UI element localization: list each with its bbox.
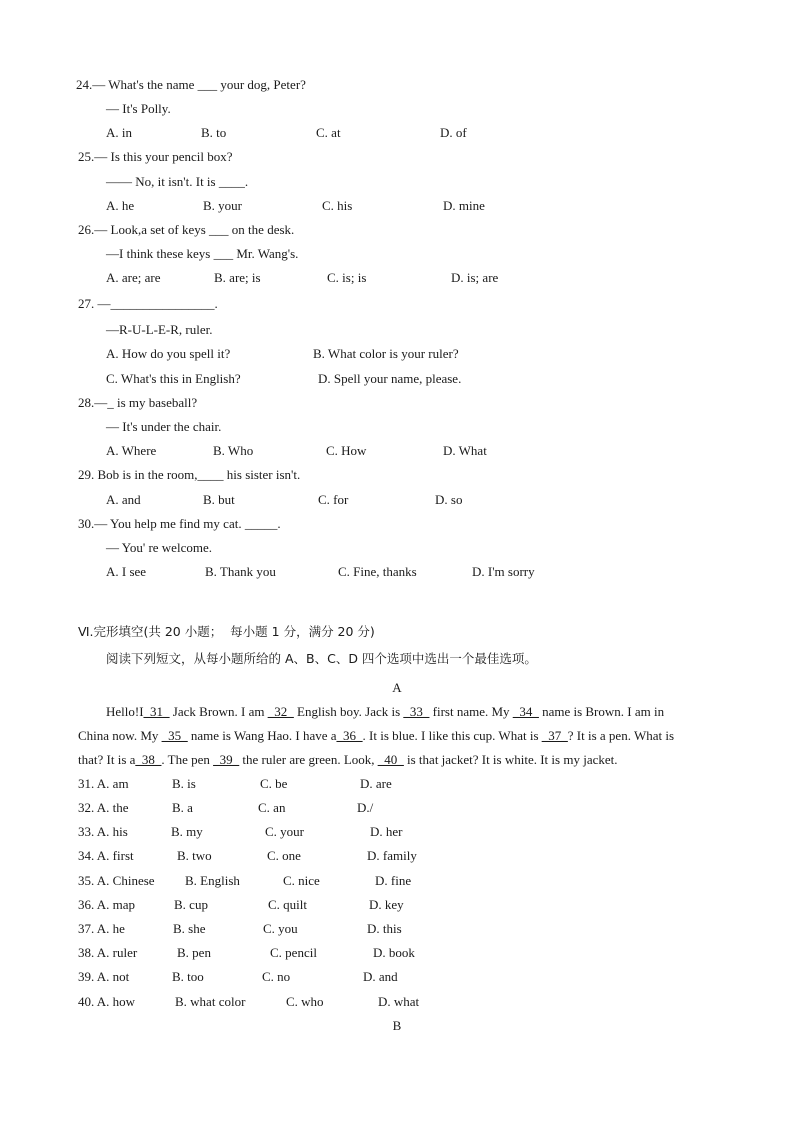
cloze-38-option-a: 38. A. ruler	[78, 945, 138, 960]
question-24-option-c: C. at	[316, 125, 341, 140]
question-24-option-b: B. to	[201, 125, 227, 140]
question-30-text: 30.— You help me find my cat. _____.	[78, 516, 281, 531]
cloze-31-option-a: 31. A. am	[78, 776, 129, 791]
cloze-32-option-d: D./	[357, 800, 374, 815]
question-29-text: 29. Bob is in the room,____ his sister isn't.	[78, 467, 301, 482]
cloze-37-option-b: B. she	[173, 921, 206, 936]
blank-32: _32_	[267, 704, 294, 719]
question-28-option-b: B. Who	[213, 443, 254, 458]
question-27-option-c: C. What's this in English?	[106, 371, 241, 386]
question-29-option-a: A. and	[106, 492, 141, 507]
passage-text: name is Wang Hao. I have a	[187, 728, 337, 743]
blank-35: _35_	[161, 728, 188, 743]
blank-36: _36_	[336, 728, 363, 743]
cloze-33-option-a: 33. A. his	[78, 824, 128, 839]
passage-text: . It is blue. I like this cup. What is	[362, 728, 542, 743]
passage-line-3	[78, 752, 618, 768]
cloze-40-option-d: D. what	[378, 994, 420, 1009]
question-28-answer: — It's under the chair.	[106, 419, 222, 434]
blank-38: _38_	[135, 752, 162, 767]
cloze-35-option-a: 35. A. Chinese	[78, 873, 155, 888]
cloze-33-option-c: C. your	[265, 824, 304, 839]
cloze-37-option-c: C. you	[263, 921, 298, 936]
question-25-option-a: A. he	[106, 198, 135, 213]
cloze-31-option-c: C. be	[260, 776, 288, 791]
cloze-34-option-b: B. two	[177, 848, 212, 863]
section-instruction: 阅读下列短文，从每小题所给的 A、B、C、D 四个选项中选出一个最佳选项。	[106, 651, 537, 666]
cloze-38-option-b: B. pen	[177, 945, 211, 960]
question-28-option-c: C. How	[326, 443, 367, 458]
question-28-option-a: A. Where	[106, 443, 157, 458]
question-30-option-d: D. I'm sorry	[472, 564, 535, 579]
question-24-option-a: A. in	[106, 125, 132, 140]
question-28-option-d: D. What	[443, 443, 487, 458]
cloze-39-option-c: C. no	[262, 969, 291, 984]
cloze-39-option-d: D. and	[363, 969, 398, 984]
blank-40: _40_	[377, 752, 404, 767]
question-30-option-a: A. I see	[106, 564, 147, 579]
cloze-38-option-c: C. pencil	[270, 945, 317, 960]
cloze-36-option-c: C. quilt	[268, 897, 308, 912]
cloze-36-option-b: B. cup	[174, 897, 208, 912]
question-26-option-d: D. is; are	[451, 270, 499, 285]
question-30-option-c: C. Fine, thanks	[338, 564, 417, 579]
passage-text: Jack Brown. I am	[169, 704, 268, 719]
cloze-39-option-a: 39. A. not	[78, 969, 130, 984]
passage-text: first name. My	[429, 704, 513, 719]
cloze-32-option-c: C. an	[258, 800, 286, 815]
cloze-40-option-a: 40. A. how	[78, 994, 136, 1009]
cloze-40-option-c: C. who	[286, 994, 324, 1009]
cloze-34-option-c: C. one	[267, 848, 301, 863]
question-29-option-d: D. so	[435, 492, 463, 507]
blank-37: _37_	[541, 728, 568, 743]
question-28-text: 28.—_ is my baseball?	[78, 395, 198, 410]
question-27-answer: —R-U-L-E-R, ruler.	[106, 322, 213, 337]
cloze-31-option-d: D. are	[360, 776, 392, 791]
question-25-option-d: D. mine	[443, 198, 485, 213]
question-24-text: 24.— What's the name ___ your dog, Peter?	[76, 77, 306, 92]
cloze-35-option-d: D. fine	[375, 873, 412, 888]
passage-text: that? It is a	[78, 752, 136, 767]
cloze-35-option-c: C. nice	[283, 873, 320, 888]
question-26-option-c: C. is; is	[327, 270, 367, 285]
question-27-option-d: D. Spell your name, please.	[318, 371, 462, 386]
passage-text: name is Brown. I am in	[538, 704, 665, 719]
blank-33: _33_	[403, 704, 430, 719]
question-25-option-b: B. your	[203, 198, 242, 213]
blank-31: _31_	[143, 704, 170, 719]
cloze-31-option-b: B. is	[172, 776, 196, 791]
question-25-answer: —— No, it isn't. It is ____.	[106, 174, 249, 189]
blank-39: _39_	[213, 752, 240, 767]
cloze-36-option-d: D. key	[369, 897, 404, 912]
question-26-option-a: A. are; are	[106, 270, 161, 285]
cloze-34-option-a: 34. A. first	[78, 848, 134, 863]
cloze-40-option-b: B. what color	[175, 994, 246, 1009]
blank-34: _34_	[512, 704, 539, 719]
cloze-36-option-a: 36. A. map	[78, 897, 136, 912]
question-29-option-c: C. for	[318, 492, 349, 507]
question-26-option-b: B. are; is	[214, 270, 261, 285]
cloze-32-option-b: B. a	[172, 800, 193, 815]
passage-text: . The pen	[161, 752, 214, 767]
question-30-option-b: B. Thank you	[205, 564, 276, 579]
question-26-text: 26.— Look,a set of keys ___ on the desk.	[78, 222, 295, 237]
part-b-heading: B	[392, 1018, 402, 1033]
question-24-answer: — It's Polly.	[106, 101, 171, 116]
question-25-text: 25.— Is this your pencil box?	[78, 149, 233, 164]
passage-text: Hello!I	[106, 704, 144, 719]
question-27-option-b: B. What color is your ruler?	[313, 346, 459, 361]
passage-text: is that jacket? It is white. It is my jacket.	[403, 752, 618, 767]
cloze-32-option-a: 32. A. the	[78, 800, 129, 815]
cloze-37-option-a: 37. A. he	[78, 921, 125, 936]
question-27-option-a: A. How do you spell it?	[106, 346, 231, 361]
question-26-answer: —I think these keys ___ Mr. Wang's.	[106, 246, 299, 261]
passage-text: China now. My	[78, 728, 162, 743]
passage-line-1	[106, 704, 664, 720]
question-27-text: 27. —________________.	[78, 296, 218, 311]
question-29-option-b: B. but	[203, 492, 235, 507]
cloze-33-option-b: B. my	[171, 824, 203, 839]
passage-line-2	[78, 728, 674, 744]
passage-text: the ruler are green. Look,	[239, 752, 378, 767]
question-25-option-c: C. his	[322, 198, 353, 213]
cloze-39-option-b: B. too	[172, 969, 204, 984]
cloze-35-option-b: B. English	[185, 873, 240, 888]
question-24-option-d: D. of	[440, 125, 467, 140]
part-a-heading: A	[392, 680, 402, 695]
passage-text: ? It is a pen. What is	[567, 728, 675, 743]
cloze-38-option-d: D. book	[373, 945, 415, 960]
passage-text: English boy. Jack is	[293, 704, 404, 719]
cloze-33-option-d: D. her	[370, 824, 403, 839]
cloze-34-option-d: D. family	[367, 848, 417, 863]
cloze-37-option-d: D. this	[367, 921, 402, 936]
question-30-answer: — You' re welcome.	[106, 540, 212, 555]
section-title: Ⅵ.完形填空(共 20 小题； 每小题 1 分，满分 20 分)	[78, 624, 375, 639]
